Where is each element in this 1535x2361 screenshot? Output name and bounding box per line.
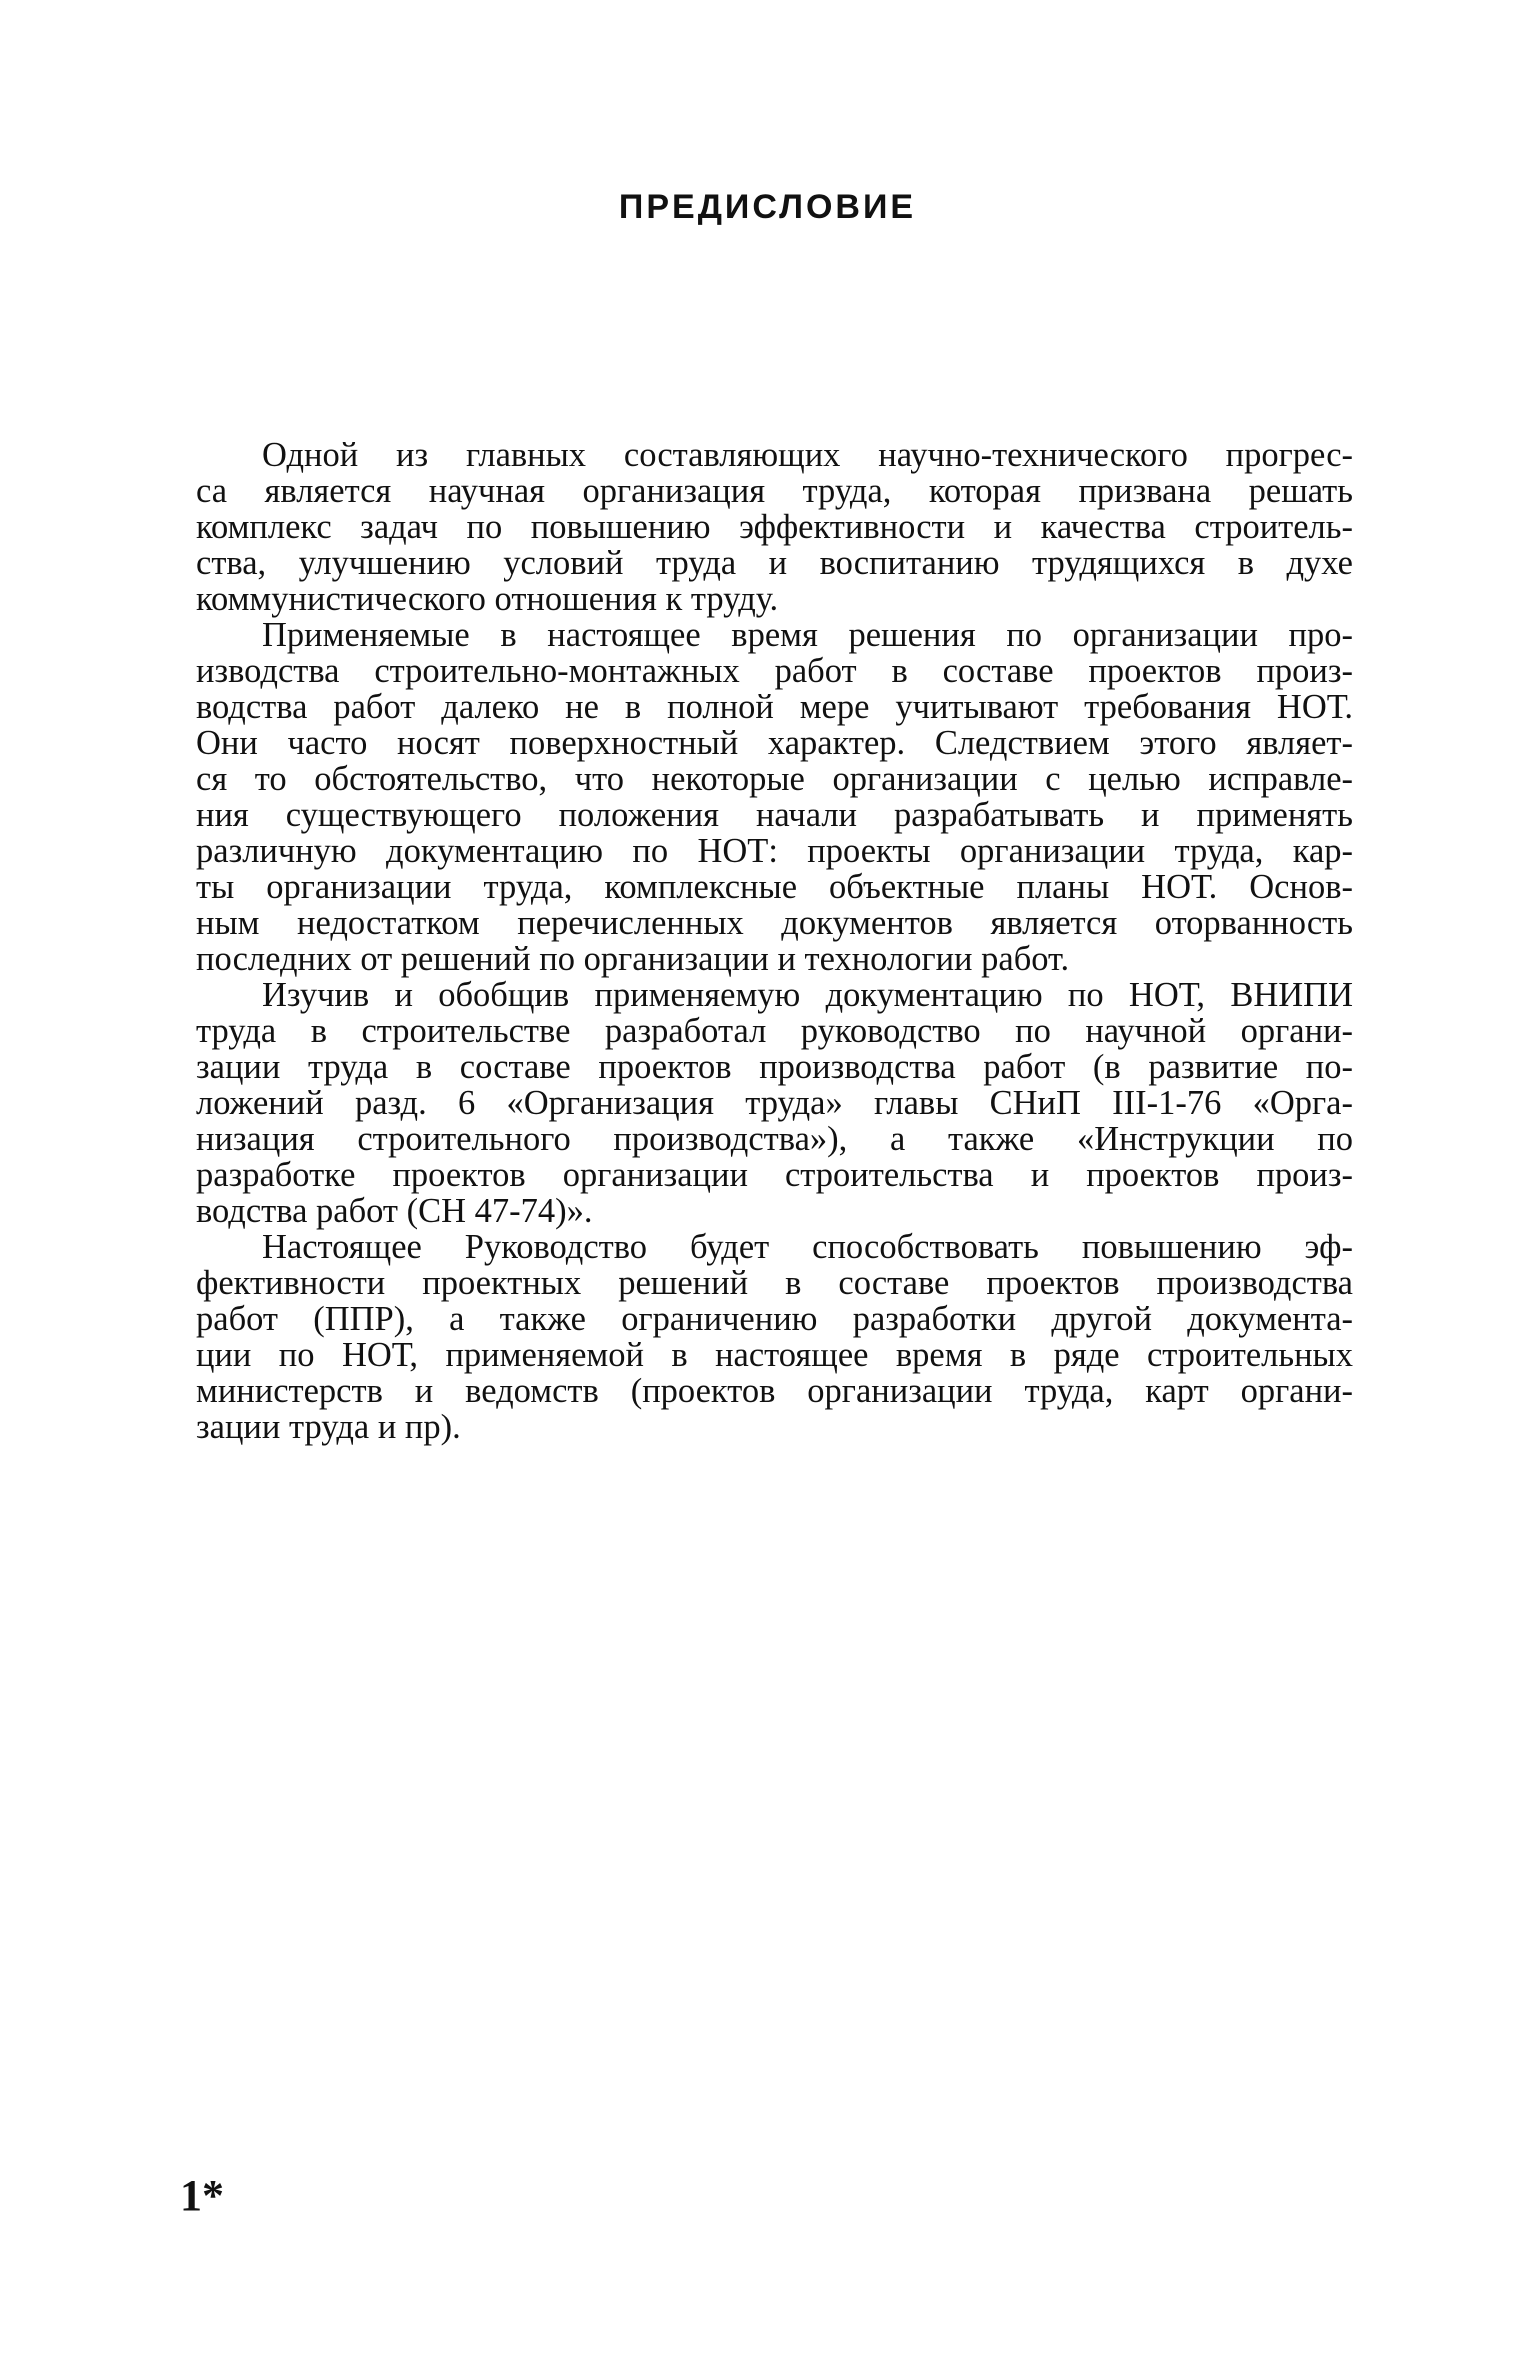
text-line: низация строительного производства»), а также «Инструкции по (196, 1120, 1353, 1158)
text-line: различную документацию по НОТ: проекты организации труда, кар- (196, 832, 1353, 870)
text-line: последних от решений по организации и технологии работ. (196, 940, 1070, 978)
text-line: ложений разд. 6 «Организация труда» главы СНиП III-1-76 «Орга- (196, 1084, 1353, 1122)
text-line: зации труда в составе проектов производства работ (в развитие по- (196, 1048, 1353, 1086)
text-line: ты организации труда, комплексные объектные планы НОТ. Основ- (196, 868, 1353, 906)
text-line: труда в строительстве разработал руководство по научной органи- (196, 1012, 1353, 1050)
text-line: фективности проектных решений в составе проектов производства (196, 1264, 1353, 1302)
text-line: ства, улучшению условий труда и воспитанию трудящихся в духе (196, 544, 1353, 582)
text-line: изводства строительно-монтажных работ в составе проектов произ- (196, 652, 1353, 690)
text-line: водства работ (СН 47-74)». (196, 1192, 593, 1230)
text-line: ся то обстоятельство, что некоторые организации с целью исправле- (196, 760, 1353, 798)
text-line: зации труда и пр). (196, 1408, 461, 1446)
page-title: ПРЕДИСЛОВИЕ (618, 188, 917, 226)
text-line: водства работ далеко не в полной мере учитывают требования НОТ. (196, 688, 1353, 726)
text-line: коммунистического отношения к труду. (196, 580, 779, 618)
text-line: Применяемые в настоящее время решения по организации про- (262, 616, 1353, 654)
text-line: Одной из главных составляющих научно-технического прогрес- (262, 436, 1353, 474)
text-line: комплекс задач по повышению эффективности и качества строитель- (196, 508, 1353, 546)
text-line: Изучив и обобщив применяемую документацию по НОТ, ВНИПИ (262, 976, 1353, 1014)
text-line: са является научная организация труда, которая призвана решать (196, 472, 1353, 510)
text-line: министерств и ведомств (проектов организации труда, карт органи- (196, 1372, 1353, 1410)
text-line: Настоящее Руководство будет способствовать повышению эф- (262, 1228, 1353, 1266)
text-line: разработке проектов организации строительства и проектов произ- (196, 1156, 1353, 1194)
text-line: работ (ППР), а также ограничению разработки другой документа- (196, 1300, 1353, 1338)
text-line: Они часто носят поверхностный характер. Следствием этого являет- (196, 724, 1353, 762)
text-line: ния существующего положения начали разрабатывать и применять (196, 796, 1353, 834)
page-signature-mark: 1* (180, 2171, 224, 2220)
text-line: ции по НОТ, применяемой в настоящее время в ряде строительных (196, 1336, 1353, 1374)
text-line: ным недостатком перечисленных документов является оторванность (196, 904, 1353, 942)
